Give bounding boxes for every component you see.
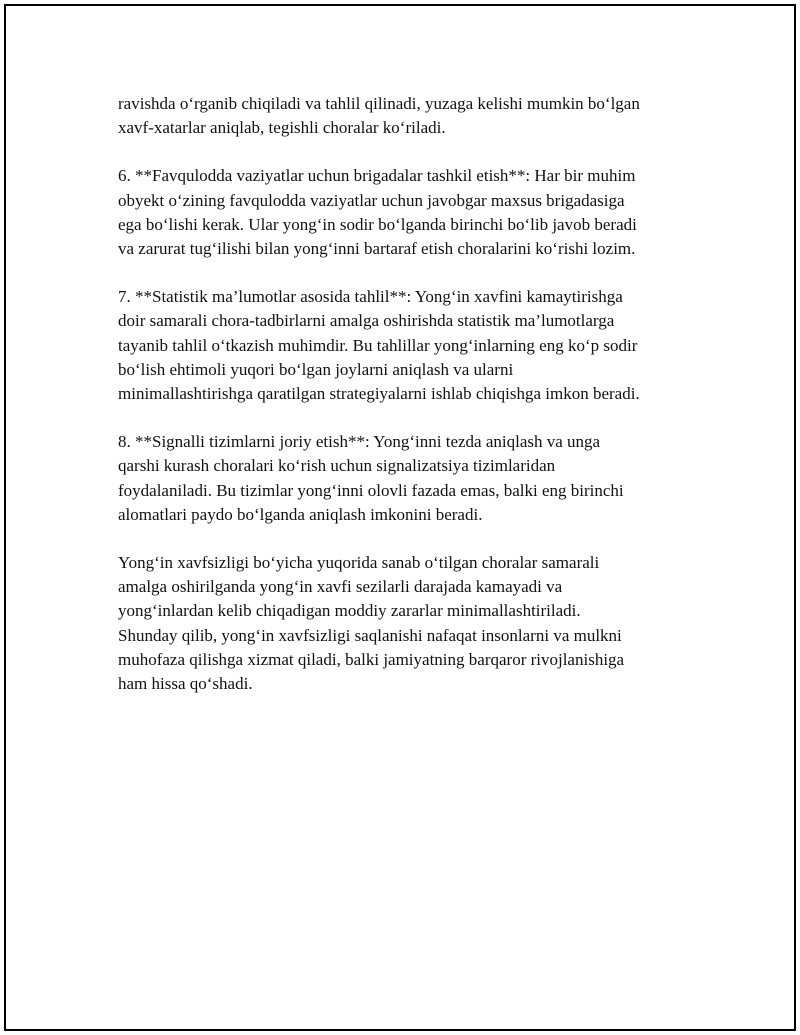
text-line: alomatlari paydo bo‘lganda aniqlash imkonini beradi.: [118, 504, 483, 524]
document-body: [118, 92, 698, 720]
paragraph-item-7: [118, 285, 698, 406]
text-line: Shunday qilib, yong‘in xavfsizligi saqlanishi nafaqat insonlarni va mulkni: [118, 625, 622, 645]
paragraph-conclusion: [118, 551, 698, 696]
text-line: 8. **Signalli tizimlarni joriy etish**: Yong‘inni tezda aniqlash va unga: [118, 432, 601, 452]
paragraph-item-8: [118, 430, 698, 527]
text-line: ham hissa qo‘shadi.: [118, 674, 253, 694]
text-line: foydalaniladi. Bu tizimlar yong‘inni olovli fazada emas, balki eng birinchi: [118, 480, 624, 500]
text-line: tayanib tahlil o‘tkazish muhimdir. Bu tahlillar yong‘inlarning eng ko‘p sodir: [118, 335, 638, 355]
text-line: qarshi kurash choralari ko‘rish uchun signalizatsiya tizimlaridan: [118, 456, 556, 476]
text-line: ravishda o‘rganib chiqiladi va tahlil qilinadi, yuzaga kelishi mumkin bo‘lgan: [118, 94, 640, 113]
text-line: 6. **Favqulodda vaziyatlar uchun brigadalar tashkil etish**: Har bir muhim: [118, 166, 636, 186]
text-line: Yong‘in xavfsizligi bo‘yicha yuqorida sanab o‘tilgan choralar samarali: [118, 553, 600, 573]
text-line: va zarurat tug‘ilishi bilan yong‘inni bartaraf etish choralarini ko‘rishi lozim.: [118, 239, 636, 259]
paragraph-intro-continuation: [118, 92, 698, 140]
text-line: xavf-xatarlar aniqlab, tegishli choralar ko‘riladi.: [118, 118, 446, 138]
text-line: ega bo‘lishi kerak. Ular yong‘in sodir bo‘lganda birinchi bo‘lib javob beradi: [118, 214, 637, 234]
text-line: yong‘inlardan kelib chiqadigan moddiy zararlar minimallashtiriladi.: [118, 601, 581, 621]
text-line: amalga oshirilganda yong‘in xavfi sezilarli darajada kamayadi va: [118, 577, 563, 597]
paragraph-item-6: [118, 164, 698, 261]
text-line: 7. **Statistik ma’lumotlar asosida tahlil**: Yong‘in xavfini kamaytirishga: [118, 287, 623, 307]
text-line: muhofaza qilishga xizmat qiladi, balki jamiyatning barqaror rivojlanishiga: [118, 649, 625, 669]
text-line: bo‘lish ehtimoli yuqori bo‘lgan joylarni aniqlash va ularni: [118, 359, 514, 379]
text-line: minimallashtirishga qaratilgan strategiyalarni ishlab chiqishga imkon beradi.: [118, 384, 640, 404]
text-line: obyekt o‘zining favqulodda vaziyatlar uchun javobgar maxsus brigadasiga: [118, 190, 625, 210]
text-line: doir samarali chora-tadbirlarni amalga oshirishda statistik ma’lumotlarga: [118, 311, 615, 331]
